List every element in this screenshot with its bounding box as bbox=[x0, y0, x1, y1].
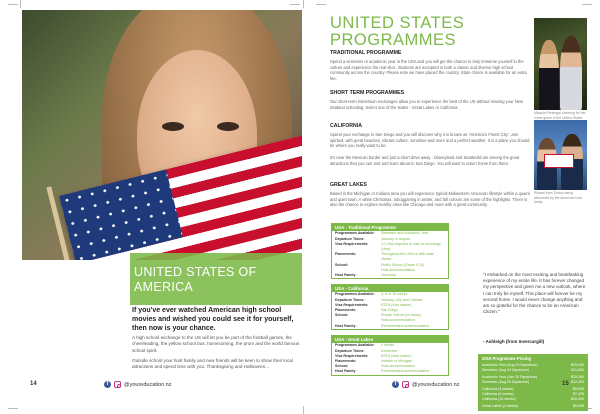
price-row: California (10 weeks) $10,900 bbox=[482, 396, 584, 401]
table-row: School: Host accommodation bbox=[335, 364, 415, 369]
section-paragraph: It's near the Mexican border and just a short drive away - Disneyland and SeaWorld are among the great attractions that you can visit and learn about in San Diego. You will want to return home from there. bbox=[330, 155, 520, 166]
price-row: Semester (Aug 19 Departure) $11,800 bbox=[482, 367, 584, 372]
student-photo bbox=[534, 18, 587, 110]
crop-mark bbox=[303, 406, 304, 414]
table-heading: USA - Traditional Programme bbox=[332, 224, 448, 231]
table-row: Placements: Indiana or Michigan bbox=[335, 358, 413, 363]
crop-mark bbox=[8, 408, 18, 409]
programme-table-california bbox=[331, 284, 449, 330]
body-paragraph: A high school exchange to the US will let you be part of the football games, the cheerleading, the yellow school bus, homecoming, the prom and the world famous school spirit. bbox=[132, 335, 300, 353]
section-paragraph: Spend your exchange in San Diego and you will discover why it is known as 'America's Finest City'. Join spirited, with great beaches, vibrant culture, sunshine and more and a perfect weather. It is a place you should be where you really want to be. bbox=[330, 132, 530, 149]
table-row: Host Family: Voluntary bbox=[335, 273, 396, 277]
table-row: Host Family: Remunerated accommodation bbox=[335, 323, 430, 328]
pricing-box bbox=[478, 354, 588, 411]
table-row: School: Private School (co-study) bbox=[335, 313, 422, 318]
table-row: Placements: San Diego bbox=[335, 307, 398, 312]
instagram-icon[interactable] bbox=[114, 381, 121, 388]
table-heading: USA - Great Lakes bbox=[332, 336, 448, 343]
section-paragraph: Spend a semester or academic year in the USA and you will get the chance to truly immerse yourself in the culture and experience the real slice. Students are accepted in both a classic and diverse high school community across the country. Please note we have placed the country. State choice is available for an extra fee. bbox=[330, 59, 527, 81]
right-footer bbox=[562, 381, 569, 387]
left-footer bbox=[30, 381, 37, 387]
table-heading: USA - California bbox=[332, 285, 448, 292]
section-heading: CALIFORNIA bbox=[330, 123, 362, 129]
left-page bbox=[22, 10, 302, 402]
table-row: Departure Times: January, July and October bbox=[335, 297, 423, 302]
crop-mark bbox=[290, 4, 300, 5]
left-social bbox=[104, 381, 171, 388]
table-row: Programmes Available: 4 weeks bbox=[335, 343, 395, 348]
section-heading: TRADITIONAL PROGRAMME bbox=[330, 50, 402, 56]
table-row: Visa Requirements: ESTA (Visa waiver) bbox=[335, 302, 412, 307]
table-row: Departure Times: January or August bbox=[335, 236, 410, 241]
price-row: California (6 weeks) $7,425 bbox=[482, 391, 584, 396]
price-row: California (4 weeks) $5,555 bbox=[482, 386, 584, 391]
programme-table-great-lakes bbox=[331, 335, 449, 376]
price-row: Academic Year (Aug 19 Departure) $15,260 bbox=[482, 362, 584, 367]
instagram-icon[interactable] bbox=[402, 381, 409, 388]
hero-photo bbox=[22, 10, 302, 260]
photo-caption: Mikayla Pentregal cheering for her home game in the United States bbox=[534, 111, 586, 120]
right-social bbox=[392, 381, 459, 388]
table-row: Visa Requirements: J-1 Visa required to visit on exchange (Visa) bbox=[335, 241, 441, 251]
section-paragraph: Our short-term immersion exchanges allow you to experience the best of the US without missing your New Zealand schooling. Select one of the states - Great Lakes or California. bbox=[330, 99, 523, 110]
table-row: Host accommodation bbox=[381, 267, 415, 272]
testimonial-quote: "I embarked on the most exciting and breathtaking experience of my entire life. It has forever changed my perspective and given me a new outlook, where I can truly be myself. This place will forever be my second home. I would never change anything and am so grateful for the chance to be an American Citizen." bbox=[483, 272, 586, 315]
table-row: Host Family: Remunerated accommodation bbox=[335, 369, 430, 374]
table-row: Departure Times: December bbox=[335, 348, 398, 353]
price-row: Academic Year (Jan 20 Departure) $15,260 bbox=[482, 374, 584, 379]
section-heading: SHORT TERM PROGRAMMES bbox=[330, 90, 405, 96]
table-row: Programmes Available: 4, 6 or 10 weeks bbox=[335, 292, 408, 297]
pricing-heading: 2019 Programme Pricing bbox=[482, 356, 532, 361]
crop-mark bbox=[8, 4, 18, 5]
social-handle[interactable]: @youreducation.nz bbox=[124, 381, 172, 388]
crop-mark bbox=[303, 0, 304, 8]
price-row: Semester (Aug 20 Departure) $12,400 bbox=[482, 379, 584, 384]
table-row: Placements: Throughout the USA or with state choice bbox=[335, 252, 434, 262]
social-handle[interactable]: @youreducation.nz bbox=[412, 381, 460, 388]
body-paragraph: Outside school your host family and new friends will be keen to show their local attractions and spend time with you. Thanksgiving and Halloween... bbox=[132, 358, 293, 370]
facebook-icon[interactable]: f bbox=[392, 381, 399, 388]
crop-mark bbox=[20, 0, 21, 8]
table-row: School: Public School (Grade 9-12) bbox=[335, 262, 425, 267]
programme-table-traditional bbox=[331, 223, 449, 279]
page-number: 15 bbox=[562, 381, 569, 387]
left-page-title: UNITED STATES OF AMERICA bbox=[134, 265, 257, 294]
facebook-icon[interactable]: f bbox=[104, 381, 111, 388]
student-photo bbox=[534, 120, 587, 190]
table-row: Host accommodation bbox=[381, 318, 415, 323]
intro-text: If you've ever watched American high school movies and wished you could see it for yourself, then now is your chance. bbox=[132, 307, 294, 332]
crop-mark bbox=[316, 4, 326, 5]
crop-mark bbox=[582, 4, 592, 5]
price-row: Great Lakes (4 weeks) $5,990 bbox=[482, 403, 584, 408]
table-row: Programmes Available: Semester and Academic Year bbox=[335, 231, 429, 236]
page-number: 14 bbox=[30, 381, 37, 387]
testimonial-author: - Ashleigh (from Invercargill) bbox=[483, 339, 545, 344]
photo-caption: Rhaani from Timaru being welcomed by the American host family bbox=[534, 191, 582, 204]
right-page bbox=[325, 10, 587, 408]
table-row: Visa Requirements: ESTA (Visa waiver) bbox=[335, 353, 412, 358]
section-heading: GREAT LAKES bbox=[330, 182, 367, 188]
section-paragraph: Based in the Michigan or Indiana area you will experience typical Midwestern American lifestyle within a quaint and quiet town. A white Christmas, tobogganing in winter, and fall colours are some of the highlights. There is also the chance to explore nearby cities like Chicago and more with a great community. bbox=[330, 191, 530, 208]
right-page-title: UNITED STATES PROGRAMMES bbox=[330, 14, 465, 49]
